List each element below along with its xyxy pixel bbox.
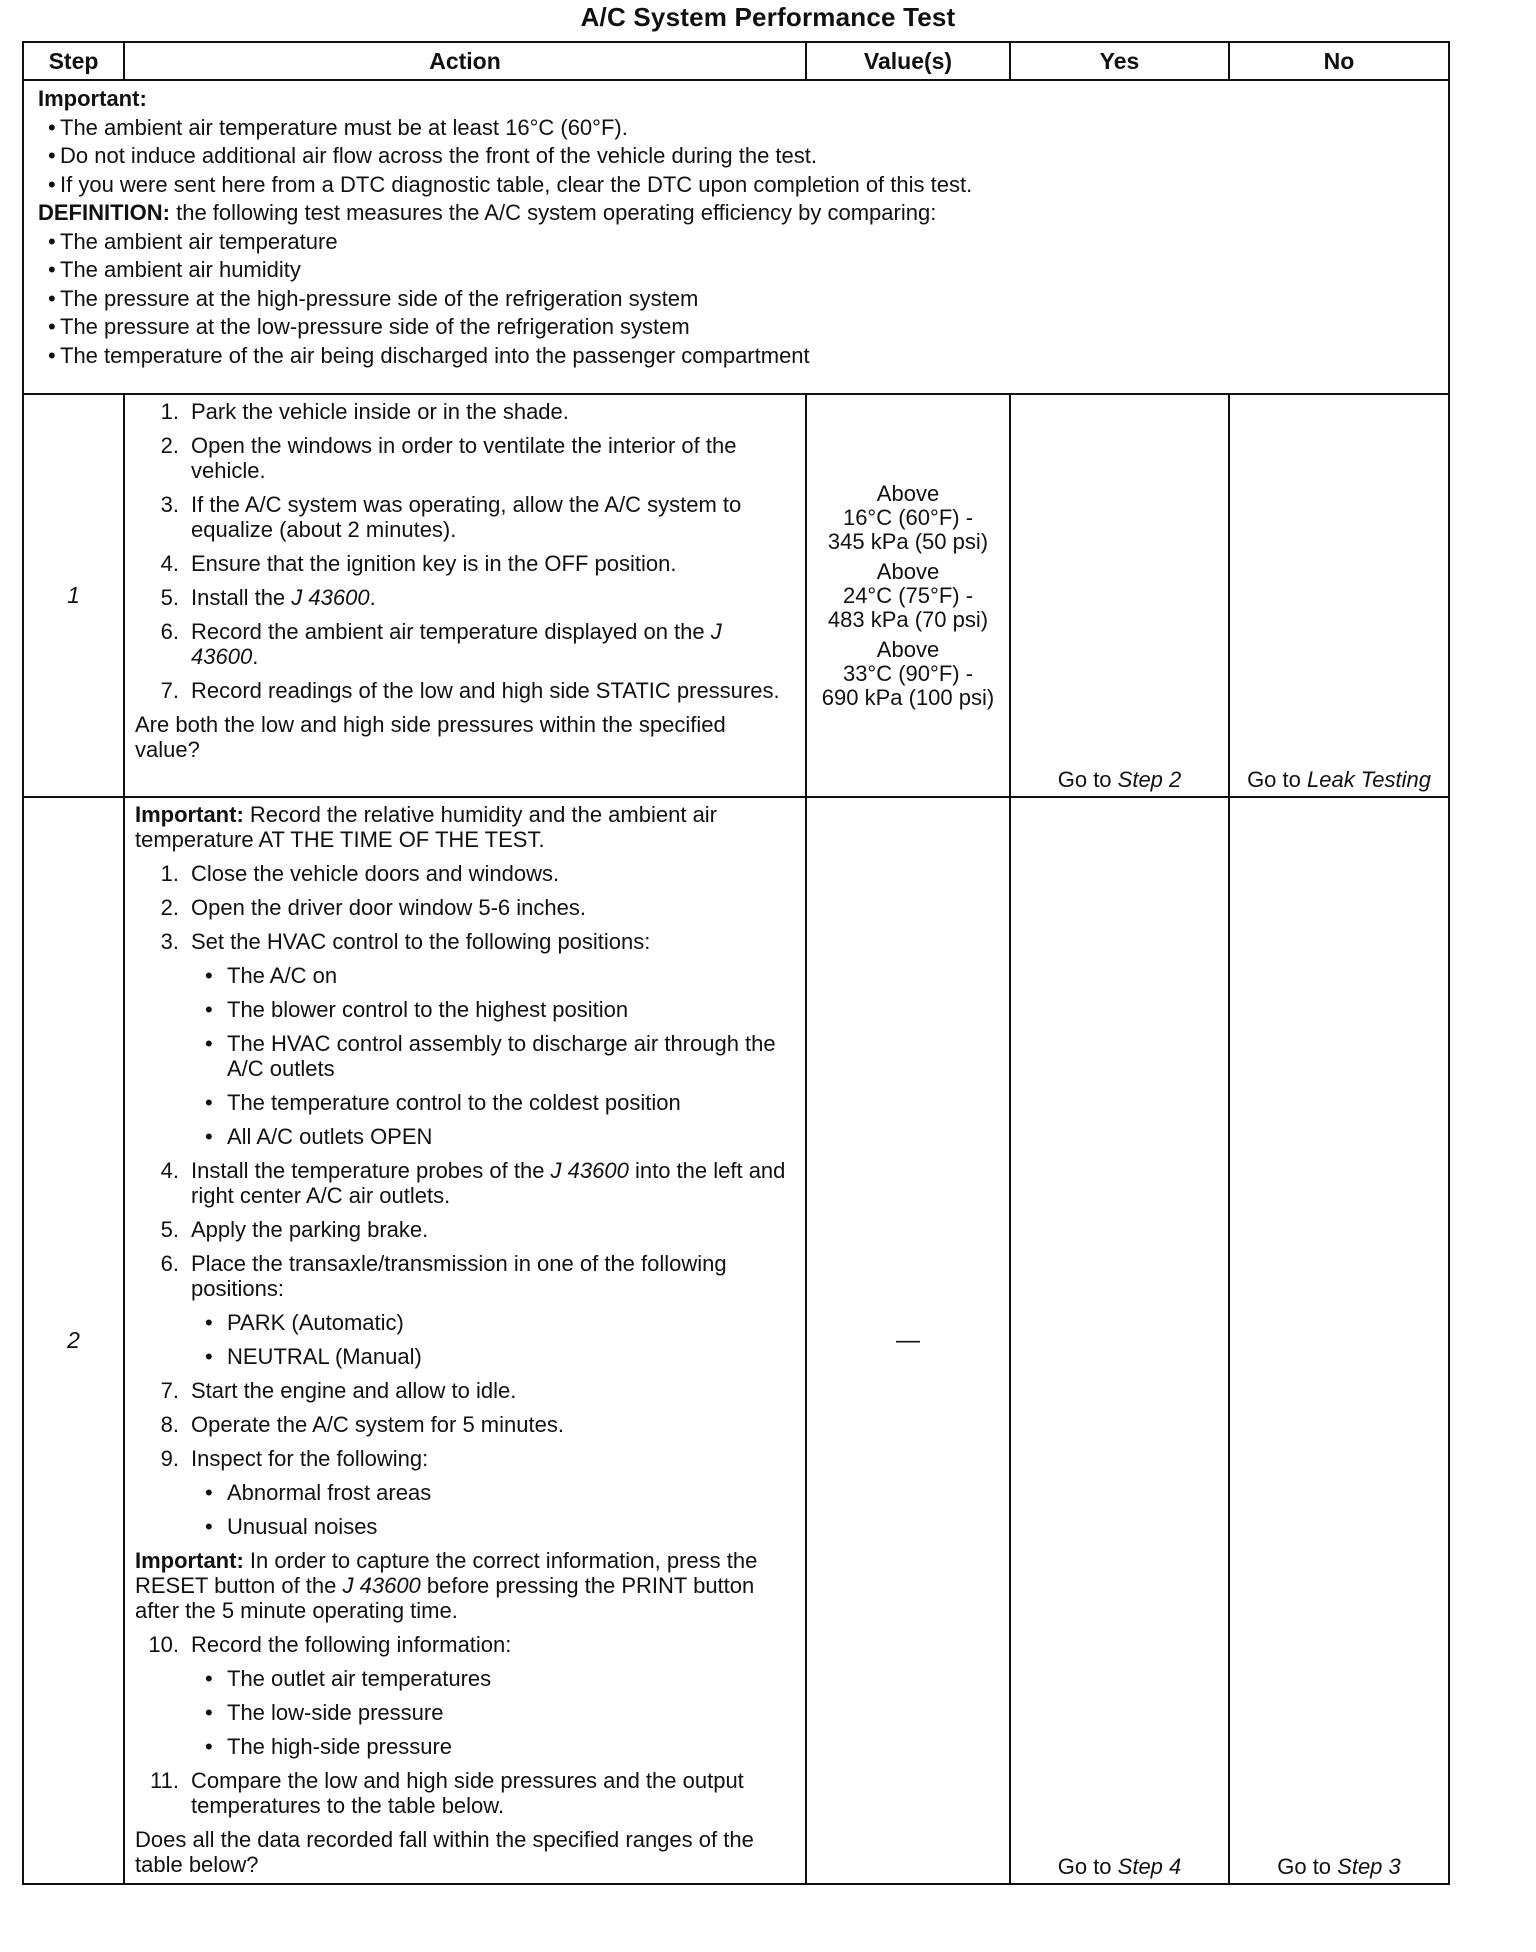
header-values: Value(s) (806, 42, 1010, 80)
list-item: 1. Park the vehicle inside or in the shade. (160, 399, 569, 424)
step-2-action (124, 797, 806, 1884)
list-item: • The high-side pressure (191, 1734, 795, 1759)
list-item: 2. Open the windows in order to ventilate the interior of the vehicle. (160, 433, 737, 483)
step-number: 1 (23, 394, 124, 797)
list-item: • The temperature control to the coldest position (191, 1090, 795, 1115)
important-note: Important: Record the relative humidity and the ambient air temperature AT THE TIME OF THE TEST. (135, 802, 718, 852)
value-entry: Above 24°C (75°F) - 483 kPa (70 psi) (827, 558, 989, 632)
list-item: 8. Operate the A/C system for 5 minutes. (160, 1412, 564, 1437)
list-item: 10. Record the following information: • The outlet air temperatures • The low-side pressure • The high-side pressure (135, 1632, 795, 1759)
list-item: 5. Apply the parking brake. (160, 1217, 429, 1242)
list-item: • The outlet air temperatures (191, 1666, 795, 1691)
definition-paragraph (38, 199, 1434, 228)
list-item: • The temperature of the air being discharged into the passenger compartment (38, 342, 1434, 371)
list-item: • All A/C outlets OPEN (191, 1124, 795, 1149)
step-1-row (23, 394, 1449, 797)
step-1-no[interactable]: Go to Leak Testing (1229, 394, 1449, 797)
list-item: 4. Install the temperature probes of the J 43600 into the left and right center A/C air outlets. (160, 1158, 786, 1208)
header-row (23, 42, 1449, 80)
list-item: • Abnormal frost areas (191, 1480, 795, 1505)
step-2-row (23, 797, 1449, 1884)
important-list (38, 114, 1434, 200)
list-item: 3. Set the HVAC control to the following positions: • The A/C on • The blower control to the highest position • The HVAC control assembly to discharge air through the A/C outlets • The temperature control to the coldest position • All A/C outlets OPEN (135, 929, 795, 1149)
list-item: • The ambient air temperature must be at least 16°C (60°F). (38, 114, 1434, 143)
step-2-no[interactable]: Go to Step 3 (1229, 797, 1449, 1884)
list-item: • If you were sent here from a DTC diagnostic table, clear the DTC upon completion of this test. (38, 171, 1434, 200)
list-item: • The blower control to the highest position (191, 997, 795, 1022)
value-entry: Above 16°C (60°F) - 345 kPa (50 psi) (827, 480, 989, 554)
page-title: A/C System Performance Test (580, 2, 956, 32)
step-link[interactable]: Step 4 (1117, 1854, 1182, 1879)
list-item: • Unusual noises (191, 1514, 795, 1539)
step-1-values (806, 394, 1010, 797)
sub-list (191, 1666, 795, 1759)
list-item: • The ambient air humidity (38, 256, 1434, 285)
step-1-action (124, 394, 806, 797)
list-item: 2. Open the driver door window 5-6 inches. (160, 895, 586, 920)
step-2-values: — (806, 797, 1010, 1884)
step-link[interactable]: Step 2 (1117, 767, 1182, 792)
list-item: • The pressure at the high-pressure side of the refrigeration system (38, 285, 1434, 314)
sub-list (191, 1480, 795, 1539)
definition-text: the following test measures the A/C system operating efficiency by comparing: (170, 200, 937, 225)
list-item: 1. Close the vehicle doors and windows. (160, 861, 560, 886)
list-item: 7. Record readings of the low and high side STATIC pressures. (160, 678, 780, 703)
list-item: • The HVAC control assembly to discharge air through the A/C outlets (191, 1031, 795, 1081)
step-2-list (135, 861, 795, 1539)
list-item: • The ambient air temperature (38, 228, 1434, 257)
performance-test-table (22, 41, 1450, 1885)
list-item: • PARK (Automatic) (191, 1310, 795, 1335)
list-item: 6. Place the transaxle/transmission in one of the following positions: • PARK (Automatic) • NEUTRAL (Manual) (135, 1251, 795, 1369)
step-1-question: Are both the low and high side pressures within the specified value? (135, 712, 726, 762)
list-item: • The low-side pressure (191, 1700, 795, 1725)
sub-list (191, 1310, 795, 1369)
sub-list (191, 963, 795, 1149)
step-1-list (135, 399, 795, 703)
list-item: 9. Inspect for the following: • Abnormal frost areas • Unusual noises (135, 1446, 795, 1539)
intro-row (23, 80, 1449, 394)
list-item: • The A/C on (191, 963, 795, 988)
list-item: 7. Start the engine and allow to idle. (160, 1378, 517, 1403)
header-action: Action (124, 42, 806, 80)
list-item: 6. Record the ambient air temperature displayed on the J 43600. (160, 619, 722, 669)
list-item: • The pressure at the low-pressure side of the refrigeration system (38, 313, 1434, 342)
list-item: • Do not induce additional air flow across the front of the vehicle during the test. (38, 142, 1434, 171)
value-entry: Above 33°C (90°F) - 690 kPa (100 psi) (821, 636, 995, 710)
list-item: 11. Compare the low and high side pressures and the output temperatures to the table below. (150, 1768, 744, 1818)
step-2-list-cont (135, 1632, 795, 1818)
definition-list (38, 228, 1434, 371)
header-yes: Yes (1010, 42, 1229, 80)
definition-label: DEFINITION: (38, 200, 170, 225)
header-no: No (1229, 42, 1449, 80)
list-item: • NEUTRAL (Manual) (191, 1344, 795, 1369)
list-item: 4. Ensure that the ignition key is in the OFF position. (160, 551, 677, 576)
intro-cell (23, 80, 1449, 394)
step-1-yes[interactable]: Go to Step 2 (1010, 394, 1229, 797)
header-step: Step (23, 42, 124, 80)
important-note: Important: In order to capture the correct information, press the RESET button of the J 43600 before pressing the PRINT button after the 5 minute operating time. (135, 1548, 758, 1623)
leak-testing-link[interactable]: Leak Testing (1306, 767, 1431, 792)
step-2-yes[interactable]: Go to Step 4 (1010, 797, 1229, 1884)
important-label: Important: (38, 86, 147, 111)
step-link[interactable]: Step 3 (1337, 1854, 1401, 1879)
list-item: 3. If the A/C system was operating, allow the A/C system to equalize (about 2 minutes). (160, 492, 742, 542)
list-item: 5. Install the J 43600. (160, 585, 376, 610)
step-number: 2 (23, 797, 124, 1884)
step-2-question: Does all the data recorded fall within the specified ranges of the table below? (135, 1827, 754, 1877)
